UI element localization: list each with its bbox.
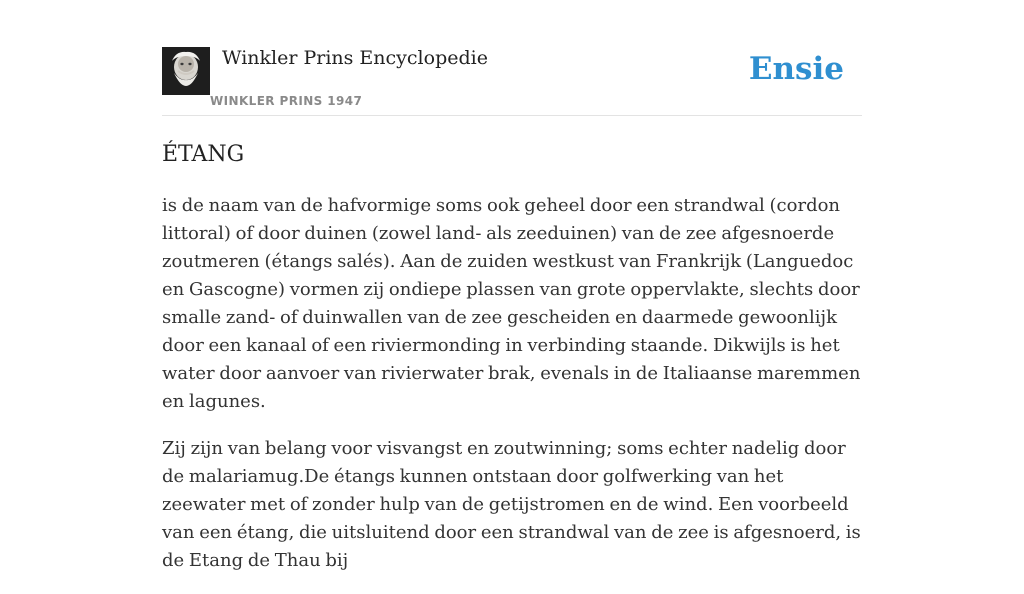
article-container [162, 0, 862, 571]
brand-logo[interactable]: Ensie [748, 51, 844, 87]
article-body [162, 192, 862, 594]
source-subtitle[interactable]: WINKLER PRINS 1947 [210, 94, 363, 108]
source-header [162, 0, 862, 116]
source-title[interactable]: Winkler Prins Encyclopedie [222, 47, 488, 69]
avatar[interactable] [162, 47, 210, 95]
page-title: ÉTANG [162, 142, 245, 167]
paragraph: Zij zijn van belang voor visvangst en zoutwinning; soms echter nadelig door de malariamug.De étangs kunnen ontstaan door golfwerking van het zeewater met of zonder hulp van de getijstromen en de wind. Een voorbeeld van een étang, die uitsluitend door een strandwal van de zee is afgesnoerd, is de Etang de Thau bij [162, 438, 861, 571]
portrait-icon [162, 47, 210, 95]
paragraph: is de naam van de hafvormige soms ook geheel door een strandwal (cordon littoral) of door duinen (zowel land- als zeeduinen) van de zee afgesnoerde zoutmeren (étangs salés). Aan de zuiden westkust van Frankrijk (Languedoc en Gascogne) vormen zij ondiepe plassen van grote oppervlakte, slechts door smalle zand- of duinwallen van de zee gescheiden en daarmede gewoonlijk door een kanaal of een riviermonding in verbinding staande. Dikwijls is het water door aanvoer van rivierwater brak, evenals in de Italiaanse maremmen en lagunes. [162, 195, 861, 412]
